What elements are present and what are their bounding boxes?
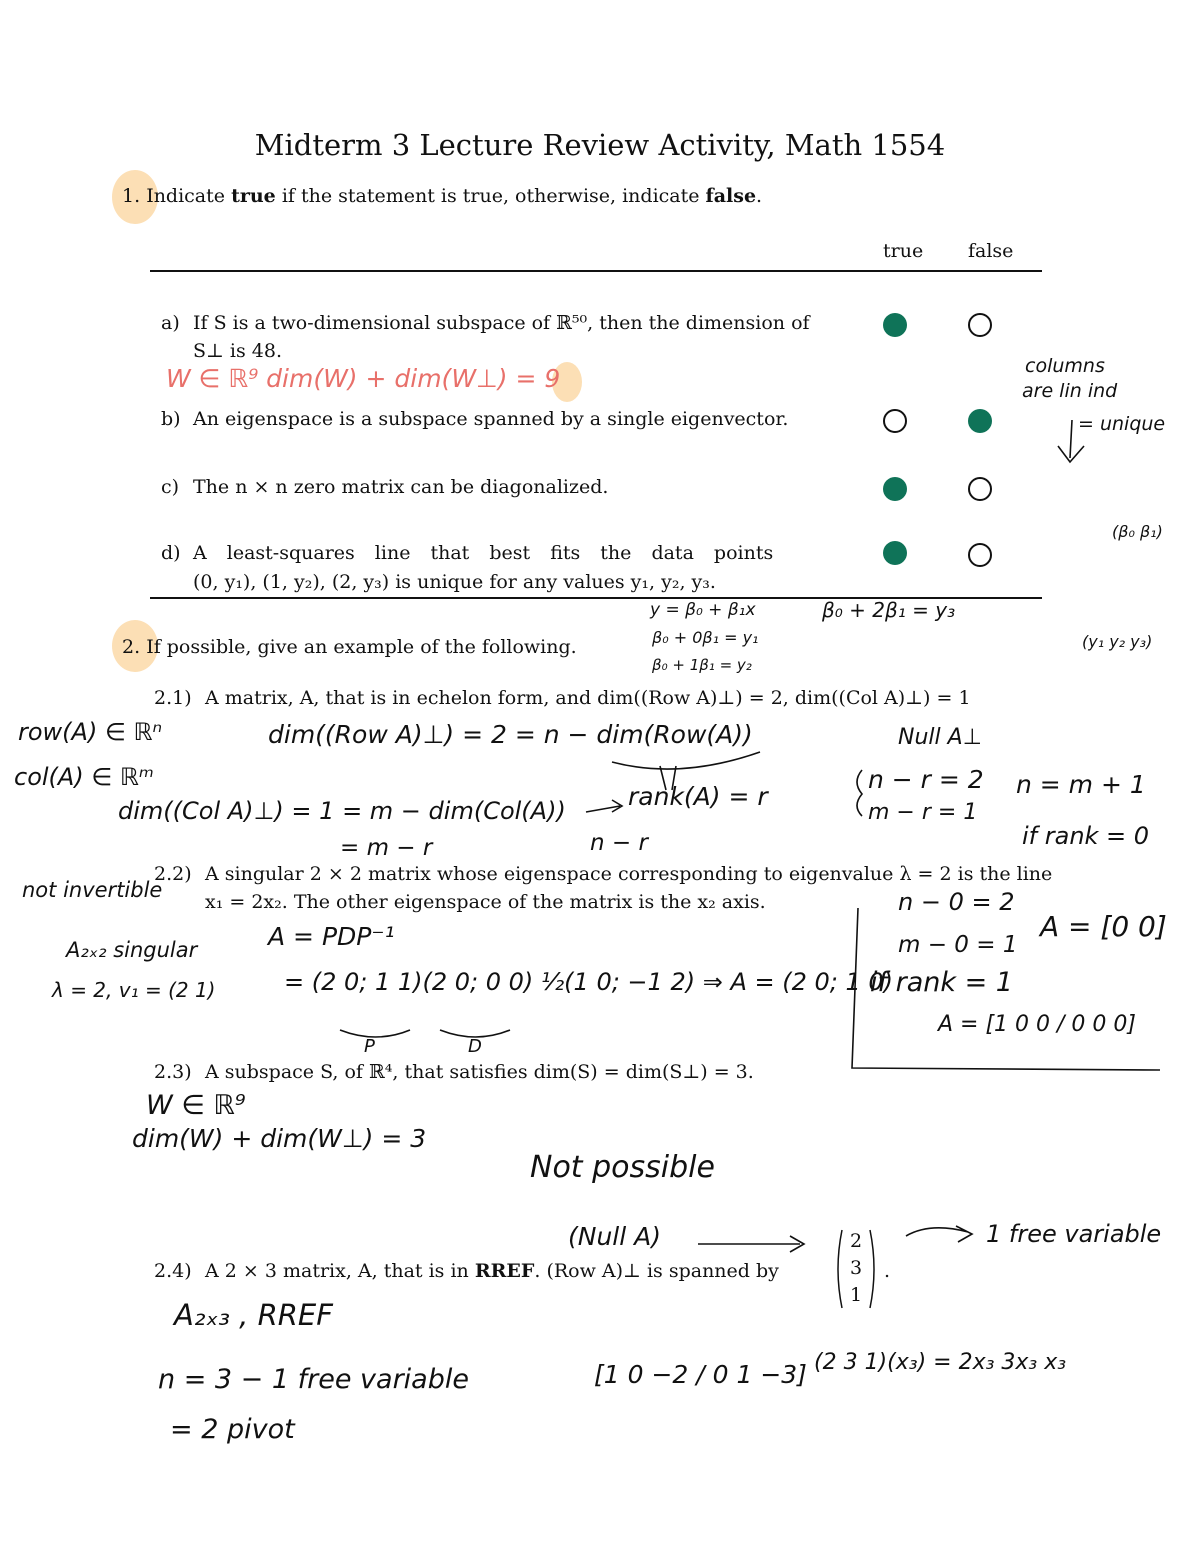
handwritten-rref-matrix: [1 0 −2 / 0 1 −3] xyxy=(594,1360,807,1389)
handwritten-ls-eq2: β₀ + 0β₁ = y₁ xyxy=(652,628,759,647)
part-2-2-line2: x₁ = 2x₂. The other eigenspace of the matrix is the x₂ axis. xyxy=(205,891,766,913)
part-2-4-label: 2.4) xyxy=(154,1260,192,1282)
vector-entry-2: 3 xyxy=(850,1257,863,1279)
handwritten-y-vector: (y₁ y₂ y₃) xyxy=(1082,632,1153,651)
handwritten-d-label: D xyxy=(468,1036,482,1057)
handwritten-a-rref: A₂ₓ₃ , RREF xyxy=(174,1298,333,1332)
handwritten-eigen: λ = 2, v₁ = (2 1) xyxy=(52,978,216,1002)
part-2-4-period: . xyxy=(884,1260,891,1282)
handwritten-if-rank-1: if rank = 1 xyxy=(870,967,1013,998)
handwritten-pdp: A = PDP⁻¹ xyxy=(268,922,395,951)
statement-c-label: c) xyxy=(161,476,180,498)
handwritten-if-rank-0: if rank = 0 xyxy=(1022,822,1150,850)
handwritten-not-possible: Not possible xyxy=(530,1150,715,1185)
handwritten-ls-eq1: y = β₀ + β₁x xyxy=(650,600,756,620)
statement-d-line1: A least-squares line that best fits the data points xyxy=(193,542,774,564)
handwritten-col-space: col(A) ∈ ℝᵐ xyxy=(14,763,154,791)
handwritten-ls-eq3: β₀ + 1β₁ = y₂ xyxy=(652,656,752,674)
part-2-3-label: 2.3) xyxy=(154,1061,192,1083)
part-2-2-label: 2.2) xyxy=(154,863,192,885)
handwritten-dimension-note: W ∈ ℝ⁹ dim(W) + dim(W⊥) = 9 xyxy=(166,364,561,393)
handwritten-null-vector: (2 3 1)(x₃) = 2x₃ 3x₃ x₃ xyxy=(814,1350,1067,1375)
statement-b-label: b) xyxy=(161,408,181,430)
handwritten-system-2: m − r = 1 xyxy=(868,800,978,825)
vector-entry-3: 1 xyxy=(850,1284,863,1306)
q2-number: 2. xyxy=(122,636,141,658)
statement-a-line2: S⊥ is 48. xyxy=(193,340,283,362)
handwritten-dim-row: dim((Row A)⊥) = 2 = n − dim(Row(A)) xyxy=(268,720,753,749)
column-header-false: false xyxy=(968,240,1014,262)
handwritten-unique: = unique xyxy=(1078,413,1166,435)
part-2-1-text: A matrix, A, that is in echelon form, and dim((Row A)⊥) = 2, dim((Col A)⊥) = 1 xyxy=(205,687,971,709)
handwritten-singular: A₂ₓ₂ singular xyxy=(66,938,198,962)
handwritten-null-a-label: (Null A) xyxy=(568,1222,661,1251)
vector-entry-1: 2 xyxy=(850,1230,863,1252)
handwritten-m-minus-r: = m − r xyxy=(340,835,433,861)
handwritten-n-minus-r: n − r xyxy=(590,830,648,856)
q2-prompt: 2. If possible, give an example of the following. xyxy=(122,636,577,658)
handwritten-n-free: n = 3 − 1 free variable xyxy=(158,1364,469,1395)
part-2-4-text: A 2 × 3 matrix, A, that is in RREF. (Row A)⊥ is spanned by xyxy=(205,1260,779,1282)
handwritten-one-free: 1 free variable xyxy=(986,1220,1162,1248)
handwritten-pivot: = 2 pivot xyxy=(170,1414,295,1445)
handwritten-w-in-r9: W ∈ ℝ⁹ xyxy=(146,1090,246,1121)
handwritten-m-0: m − 0 = 1 xyxy=(898,932,1018,958)
q1-prompt: 1. Indicate true if the statement is true, otherwise, indicate false. xyxy=(122,185,763,207)
handwritten-not-invertible: not invertible xyxy=(22,878,163,902)
page-title: Midterm 3 Lecture Review Activity, Math 1554 xyxy=(254,128,946,162)
handwritten-null-a: Null A⊥ xyxy=(898,725,982,750)
handwritten-rank: rank(A) = r xyxy=(628,782,768,811)
part-2-2-line1: A singular 2 × 2 matrix whose eigenspace corresponding to eigenvalue λ = 2 is the line xyxy=(205,863,1053,885)
handwritten-a-rank-1: A = [1 0 0 / 0 0 0] xyxy=(938,1012,1136,1037)
statement-c-line1: The n × n zero matrix can be diagonalized. xyxy=(193,476,609,498)
handwritten-row-space: row(A) ∈ ℝⁿ xyxy=(18,718,163,746)
handwritten-n-equals: n = m + 1 xyxy=(1016,770,1146,799)
handwritten-beta-vector: (β₀ β₁) xyxy=(1112,522,1163,541)
part-2-3-text: A subspace S, of ℝ⁴, that satisfies dim(S) = dim(S⊥) = 3. xyxy=(205,1061,754,1083)
statement-b-line1: An eigenspace is a subspace spanned by a single eigenvector. xyxy=(193,408,789,430)
handwritten-n-0: n − 0 = 2 xyxy=(898,888,1015,916)
q1-number: 1. xyxy=(122,185,141,207)
statement-a-label: a) xyxy=(161,312,180,334)
statement-a-line1: If S is a two-dimensional subspace of ℝ⁵⁰, then the dimension of xyxy=(193,312,810,334)
handwritten-p-label: P xyxy=(364,1036,375,1057)
handwritten-dim-col: dim((Col A)⊥) = 1 = m − dim(Col(A)) xyxy=(118,797,566,825)
handwritten-ls-eq4: β₀ + 2β₁ = y₃ xyxy=(822,598,956,622)
handwritten-lin-ind: are lin ind xyxy=(1022,380,1118,402)
column-header-true: true xyxy=(883,240,924,262)
handwritten-system-1: n − r = 2 xyxy=(868,765,984,794)
handwritten-columns: columns xyxy=(1025,355,1105,377)
handwritten-dim-sum: dim(W) + dim(W⊥) = 3 xyxy=(132,1124,427,1153)
statement-d-label: d) xyxy=(161,542,181,564)
handwritten-diagonalization: = (2 0; 1 1)(2 0; 0 0) ½(1 0; −1 2) ⇒ A = (2 0; 1 0) xyxy=(284,968,893,996)
part-2-1-label: 2.1) xyxy=(154,687,192,709)
handwritten-a-zero: A = [0 0] xyxy=(1040,910,1167,943)
statement-d-line2: (0, y₁), (1, y₂), (2, y₃) is unique for any values y₁, y₂, y₃. xyxy=(193,571,716,593)
